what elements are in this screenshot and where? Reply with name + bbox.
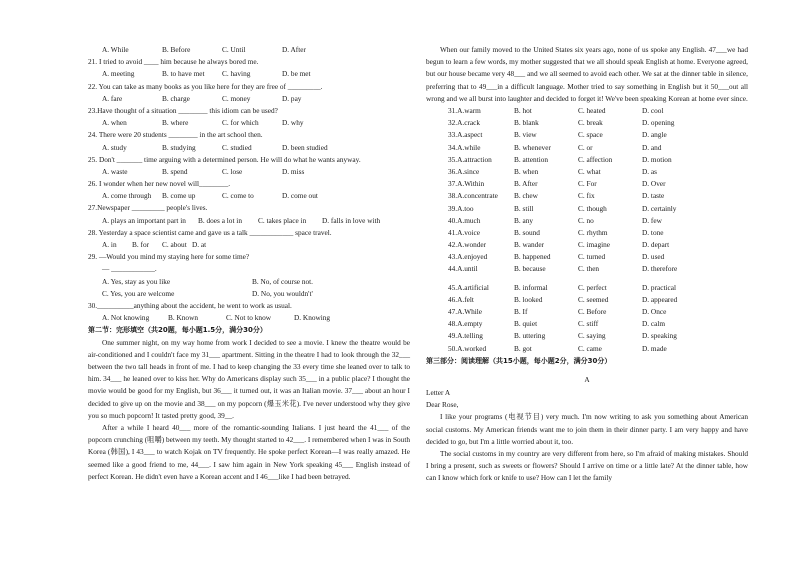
word-bank-option: B. sound xyxy=(514,227,540,237)
option: B. studying xyxy=(162,142,196,152)
section-heading: 第三部分：阅读理解（共15小题，每小题2分，满分30分） xyxy=(426,356,612,365)
option: D. at xyxy=(192,240,207,249)
letter-paragraph: The social customs in my country are very different from here, so I'm afraid of making mistakes. Should I bring a present, such as sweets or flowers? Should I arrive on time or a little late? At the dinner table, how can I know which fork or knife to use? How can I let the family xyxy=(426,448,748,483)
word-bank xyxy=(426,105,748,276)
word-bank-option: B. happened xyxy=(514,252,551,262)
option: A. when xyxy=(102,118,127,128)
word-bank-option: C. affection xyxy=(578,154,613,164)
q28-options xyxy=(88,239,410,251)
word-bank-option: C. break xyxy=(578,118,603,128)
word-bank-option: 41.A.voice xyxy=(448,227,481,237)
option: C. Until xyxy=(222,45,246,54)
word-bank-option: B. If xyxy=(514,307,528,317)
question-29: 29. —Would you mind my staying here for some time? xyxy=(88,252,250,262)
word-bank-option: B. After xyxy=(514,179,538,189)
word-bank-row xyxy=(426,251,748,263)
option: D. falls in love with xyxy=(322,215,381,225)
word-bank-option: D. cool xyxy=(642,106,664,116)
option: A. Yes, stay as you like xyxy=(102,276,171,286)
word-bank-option: D. practical xyxy=(642,282,677,292)
word-bank-row xyxy=(426,117,748,129)
word-bank-option: C. For xyxy=(578,179,597,189)
word-bank-option: 45.A.artificial xyxy=(448,282,489,292)
q29-options-1 xyxy=(88,276,410,288)
option: B. does a lot in xyxy=(198,215,242,225)
word-bank-row xyxy=(426,129,748,141)
option: D. After xyxy=(282,45,306,54)
cloze-paragraph: When our family moved to the United States six years ago, none of us spoke any English. 47___we had begun to learn a few words, my mother suggested that we all should speak English at home. Everyone agreed, but our house became very 48___ and we all seemed to avoid each other. We sat at the dinner table in silence, preferring that to 49___in a difficult language. Mother tried to say something in English but it 50___out all wrong and we all burst into laughter and decided to forget it! We've been speaking Korean at home ever since. xyxy=(426,45,748,103)
word-bank-option: B. uttering xyxy=(514,331,546,341)
q20-options xyxy=(88,44,410,56)
word-bank-option: D. made xyxy=(642,343,667,353)
word-bank-option: B. wander xyxy=(514,240,544,250)
word-bank-option: B. got xyxy=(514,343,532,353)
q24-options xyxy=(88,142,410,154)
word-bank-option: B. still xyxy=(514,203,534,213)
question-30: 30.__________anything about the accident, he went to work as usual. xyxy=(88,300,292,310)
word-bank-option: B. whenever xyxy=(514,142,551,152)
word-bank-option: D. opening xyxy=(642,118,675,128)
word-bank-option: D. appeared xyxy=(642,294,678,304)
word-bank-option: 47.A.While xyxy=(448,307,483,317)
section-heading: 第二节：完形填空（共20题，每小题1.5分，满分30分） xyxy=(88,326,267,335)
option: A. While xyxy=(102,45,129,54)
option: D. pay xyxy=(282,93,302,103)
word-bank-option: C. space xyxy=(578,130,603,140)
word-bank-option: C. perfect xyxy=(578,282,607,292)
word-bank-option: D. calm xyxy=(642,319,666,329)
word-bank-option: C. Before xyxy=(578,307,607,317)
option: A. study xyxy=(102,142,127,152)
word-bank-option: B. because xyxy=(514,264,546,274)
word-bank-option: B. chew xyxy=(514,191,538,201)
word-bank-row xyxy=(426,203,748,215)
word-bank-option: C. heated xyxy=(578,106,606,116)
option: C. for which xyxy=(222,118,259,128)
option: B. to have met xyxy=(162,69,205,79)
option: A. come through xyxy=(102,191,152,201)
question-21: 21. I tried to avoid ____ him because he always bored me. xyxy=(88,57,259,67)
question-28: 28. Yesterday a space scientist came and gave us a talk ____________ space travel. xyxy=(88,227,332,237)
option: C. takes place in xyxy=(258,215,307,225)
word-bank-option: B. view xyxy=(514,130,537,140)
word-bank-option: D. used xyxy=(642,252,665,262)
word-bank-row xyxy=(426,178,748,190)
word-bank-option: C. saying xyxy=(578,331,606,341)
q30-options xyxy=(88,312,410,324)
option: D. Knowing xyxy=(294,313,331,323)
option: A. waste xyxy=(102,166,128,176)
option: D. why xyxy=(282,118,304,128)
word-bank-row xyxy=(426,263,748,275)
cloze-paragraph: One summer night, on my way home from work I decided to see a movie. I knew the theatre would be air-conditioned and I couldn't face my 31___ apartment. Sitting in the theatre I had to look through the 32___ between the two tall heads in front of me. I had to keep changing the 33 every time she leaned over to talk to him. 34___ he leaned over to kiss her. Why do Americans display such 35___ in a public place? I thought the movie would be good for my English, but 36___ it turned out, it was an Italian movie. 37___ about an hour I decided to give up on the movie and 38___ on my popcorn (爆玉米花). I've never understood why they give you so much popcorn! It tasted pretty good, 39__. xyxy=(88,337,410,420)
option: D. miss xyxy=(282,166,305,176)
word-bank-option: C. fix xyxy=(578,191,595,201)
word-bank-option: 43.A.enjoyed xyxy=(448,252,488,262)
passage-label: A xyxy=(584,374,590,384)
word-bank-option: B. any xyxy=(514,215,534,225)
word-bank-option: 46.A.felt xyxy=(448,294,474,304)
word-bank-option: 35.A.attraction xyxy=(448,154,492,164)
option: C. lose xyxy=(222,166,243,176)
option: B. spend xyxy=(162,166,188,176)
left-column xyxy=(88,44,410,483)
option: A. plays an important part in xyxy=(102,215,186,225)
option: D. come out xyxy=(282,191,318,201)
option: C. about xyxy=(162,240,187,249)
word-bank-option: D. motion xyxy=(642,154,672,164)
word-bank-row xyxy=(426,282,748,294)
word-bank-option: 32.A.crack xyxy=(448,118,481,128)
word-bank-option: 40.A.much xyxy=(448,215,481,225)
option: A. Not knowing xyxy=(102,313,150,323)
word-bank-row xyxy=(426,166,748,178)
word-bank-option: C. imagine xyxy=(578,240,611,250)
word-bank-option: D. Once xyxy=(642,307,667,317)
word-bank-option: 39.A.too xyxy=(448,203,474,213)
option: C. come to xyxy=(222,191,254,201)
q22-options xyxy=(88,93,410,105)
word-bank-row xyxy=(426,239,748,251)
word-bank-row xyxy=(426,215,748,227)
word-bank-option: C. rhythm xyxy=(578,227,608,237)
right-column xyxy=(426,44,748,485)
option: B. come up xyxy=(162,191,196,201)
word-bank-option: C. what xyxy=(578,166,601,176)
word-bank-option: B. informal xyxy=(514,282,548,292)
word-bank-option: B. looked xyxy=(514,294,543,304)
word-bank-option: C. stiff xyxy=(578,319,599,329)
word-bank-option: 34.A.while xyxy=(448,142,481,152)
word-bank-option: 44.A.until xyxy=(448,264,478,274)
word-bank-option: D. certainly xyxy=(642,203,677,213)
option: A. meeting xyxy=(102,69,135,79)
word-bank-option: D. therefore xyxy=(642,264,678,274)
letter-title: Letter A xyxy=(426,387,451,397)
word-bank-option: 49.A.telling xyxy=(448,331,483,341)
option: A. in xyxy=(102,240,117,249)
question-22: 22. You can take as many books as you like here for they are free of _________. xyxy=(88,81,323,91)
question-29-reply: — ____________. xyxy=(102,264,157,274)
option: B. where xyxy=(162,118,189,128)
option: C. Yes, you are welcome xyxy=(102,288,175,298)
word-bank-option: D. taste xyxy=(642,191,665,201)
word-bank-option: B. blank xyxy=(514,118,539,128)
word-bank-option: C. turned xyxy=(578,252,606,262)
option: B. No, of course not. xyxy=(252,276,314,286)
word-bank-option: B. quiet xyxy=(514,319,538,329)
word-bank-option: 36.A.since xyxy=(448,166,480,176)
word-bank-option: C. then xyxy=(578,264,600,274)
word-bank-option: 38.A.concentrate xyxy=(448,191,498,201)
word-bank-option: 48.A.empty xyxy=(448,319,483,329)
q29-options-2 xyxy=(88,288,410,300)
word-bank-option: C. came xyxy=(578,343,602,353)
word-bank-row xyxy=(426,105,748,117)
word-bank-row xyxy=(426,190,748,202)
word-bank-option: D. Over xyxy=(642,179,666,189)
word-bank-option: C. no xyxy=(578,215,594,225)
word-bank-row xyxy=(426,318,748,330)
word-bank-option: 50.A.worked xyxy=(448,343,487,353)
option: B. Before xyxy=(162,45,191,54)
q21-options xyxy=(88,68,410,80)
word-bank-option: B. attention xyxy=(514,154,549,164)
word-bank-option: D. speaking xyxy=(642,331,677,341)
option: C. Not to know xyxy=(226,313,271,323)
q26-options xyxy=(88,190,410,202)
option: D. be met xyxy=(282,69,311,79)
option: C. studied xyxy=(222,142,252,152)
letter-paragraph: I like your programs (电视节目) very much. I'm now writing to ask you something about American social customs. My American friends want me to join them in their dinner party. I am very happy and have decided to go, but I'm a little worried about it, too. xyxy=(426,412,748,446)
option: D. been studied xyxy=(282,142,328,152)
option: C. having xyxy=(222,69,251,79)
q23-options xyxy=(88,117,410,129)
word-bank-option: B. when xyxy=(514,166,539,176)
option: A. fare xyxy=(102,93,123,103)
option: B. for xyxy=(132,240,150,249)
word-bank-row xyxy=(426,343,748,355)
option: B. Known xyxy=(168,313,198,323)
word-bank xyxy=(426,282,748,355)
option: D. No, you wouldn't' xyxy=(252,288,313,298)
q25-options xyxy=(88,166,410,178)
word-bank-row xyxy=(426,154,748,166)
word-bank-option: C. seemed xyxy=(578,294,609,304)
option: C. money xyxy=(222,93,251,103)
question-23: 23.Have thought of a situation ________ this idiom can be used? xyxy=(88,105,278,115)
cloze-paragraph: After a while I heard 40___ more of the romantic-sounding Italians. I just heard the 41___ of the popcorn crunching (咀嚼) between my teeth. My thought started to 42___. I remembered when I was in South Korea (韩国), I 43___ to watch Kojak on TV frequently. He spoke perfect Korean—I was really amazed. He seemed like a good friend to me, 44___. I saw him again in New York speaking 45___ English instead of perfect Korean. He didn't even have a Korean accent and I 46___like I had been betrayed. xyxy=(88,422,410,481)
word-bank-option: D. depart xyxy=(642,240,670,250)
word-bank-option: D. as xyxy=(642,166,657,176)
word-bank-option: 33.A.aspect xyxy=(448,130,483,140)
question-27: 27.Newspaper _________ people's lives. xyxy=(88,203,208,213)
word-bank-option: 37.A.Within xyxy=(448,179,485,189)
question-25: 25. Don't _______ time arguing with a determined person. He will do what he wants anyway. xyxy=(88,154,361,164)
word-bank-option: D. and xyxy=(642,142,662,152)
word-bank-row xyxy=(426,294,748,306)
word-bank-option: C. or xyxy=(578,142,593,152)
word-bank-option: 42.A.wonder xyxy=(448,240,487,250)
letter-salutation: Dear Rose, xyxy=(426,400,459,410)
option: B. charge xyxy=(162,93,190,103)
word-bank-row xyxy=(426,142,748,154)
word-bank-option: C. though xyxy=(578,203,607,213)
word-bank-row xyxy=(426,330,748,342)
word-bank-option: D. tone xyxy=(642,227,664,237)
word-bank-row xyxy=(426,227,748,239)
q27-options xyxy=(88,215,410,227)
word-bank-option: B. hot xyxy=(514,106,532,116)
question-24: 24. There were 20 students ________ in the art school then. xyxy=(88,130,263,140)
word-bank-option: 31.A.warm xyxy=(448,106,481,116)
word-bank-option: D. angle xyxy=(642,130,667,140)
word-bank-row xyxy=(426,306,748,318)
word-bank-option: D. few xyxy=(642,215,662,225)
question-26: 26. I wonder when her new novel will________. xyxy=(88,179,231,189)
